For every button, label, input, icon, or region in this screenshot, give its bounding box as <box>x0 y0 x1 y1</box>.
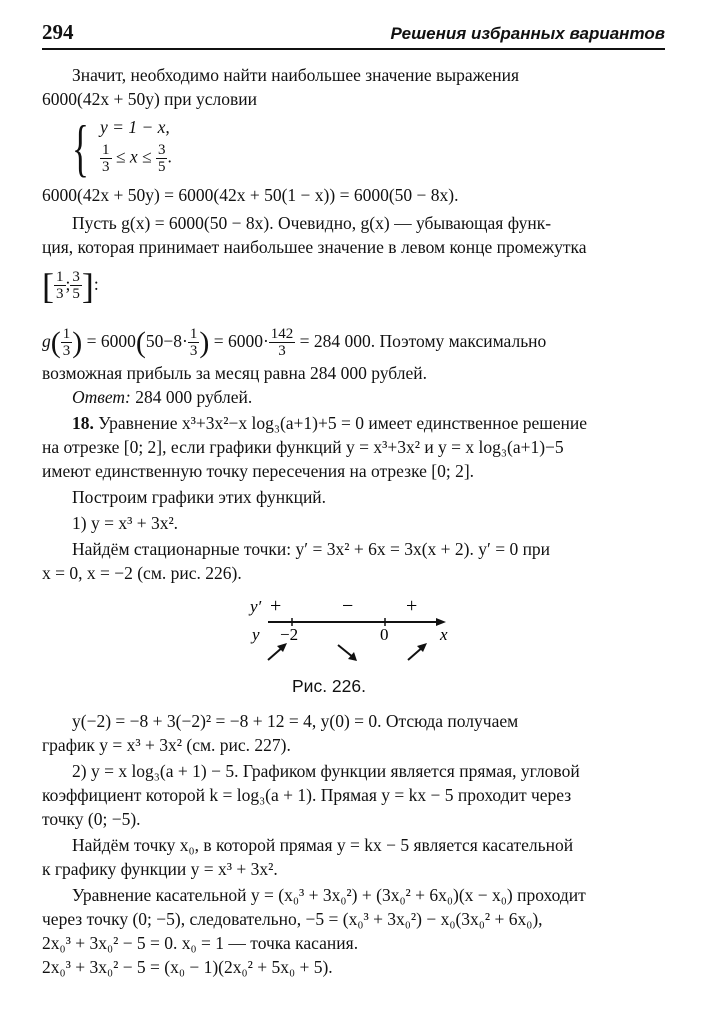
text-line: к графику функции y = x³ + 3x². <box>42 859 278 879</box>
text-line: имеют единственную точку пересечения на отрезке [0; 2]. <box>42 461 475 481</box>
system-brace: { <box>72 112 89 183</box>
text-line: ция, которая принимает наибольшее значение в левом конце промежутка <box>42 237 587 257</box>
inequality-middle: ≤ x ≤ <box>115 146 152 167</box>
system-inequality: $\frac{1}{3}$ ≤ x ≤ $\frac{3}{5}$ . <box>102 142 172 175</box>
problem-number: 18. <box>72 413 94 433</box>
fraction <box>156 142 168 175</box>
fraction-denominator: 3 <box>189 343 198 360</box>
text-line: Построим графики этих функций. <box>72 487 327 507</box>
problem-18-line <box>72 412 666 434</box>
system <box>100 117 172 175</box>
fraction-denominator: 3 <box>102 159 110 175</box>
equation-part: = 6000 <box>86 331 136 351</box>
text-line: 6000(42x + 50y) при условии <box>42 89 257 109</box>
sign-plus: + <box>270 595 282 617</box>
fraction-numerator: 1 <box>62 326 71 343</box>
system-equation: y = 1 − x, <box>100 117 170 137</box>
text-line: на отрезке [0; 2], если графики функций y = x³+3x² и y = x log₃(a+1)−5 <box>42 437 564 457</box>
x-label: x <box>440 625 448 644</box>
y-label: y <box>252 625 260 644</box>
fraction <box>100 142 112 175</box>
text-line: 2) y = x log₃(a + 1) − 5. Графиком функции является прямая, угловой <box>72 761 580 781</box>
fraction-numerator: 1 <box>189 326 198 343</box>
text-line: 6000(42x + 50y) = 6000(42x + 50(1 − x)) = 6000(50 − 8x). <box>42 185 459 205</box>
text-line: 2x₀³ + 3x₀² − 5 = (x₀ − 1)(2x₀² + 5x₀ + 5). <box>42 957 333 977</box>
tick-label: 0 <box>380 625 389 644</box>
equation-part: 50−8· <box>145 331 188 351</box>
text-line: Найдём точку x₀, в которой прямая y = kx − 5 является касательной <box>72 835 574 855</box>
text-line: коэффициент которой k = log₃(a + 1). Прямая y = kx − 5 проходит через <box>42 785 572 805</box>
fraction <box>70 269 82 302</box>
fraction <box>61 326 73 359</box>
answer-value: 284 000 рублей. <box>135 387 253 407</box>
fraction-numerator: 142 <box>270 326 294 343</box>
text-line: y(−2) = −8 + 3(−2)² = −8 + 12 = 4, y(0) = 0. Отсюда получаем <box>72 711 519 731</box>
answer-line <box>72 386 666 408</box>
running-header-title: Решения избранных вариантов <box>390 24 665 43</box>
fraction-denominator: 3 <box>62 343 71 360</box>
function-name: g <box>42 331 51 351</box>
header-rule <box>42 48 665 50</box>
fraction-numerator: 1 <box>102 142 110 158</box>
fraction-numerator: 1 <box>56 269 64 286</box>
fraction <box>188 326 200 359</box>
text-line: Пусть g(x) = 6000(50 − 8x). Очевидно, g(x) — убывающая функ- <box>72 213 552 233</box>
fraction-denominator: 5 <box>157 159 166 175</box>
fraction <box>269 326 296 359</box>
problem-text: Уравнение x³+3x²−x log₃(a+1)+5 = 0 имеет единственное решение <box>98 413 587 433</box>
fraction-denominator: 3 <box>278 343 286 360</box>
fraction-numerator: 3 <box>157 142 166 158</box>
tick-label: −2 <box>280 625 299 644</box>
text-line: через точку (0; −5), следовательно, −5 = (x₀³ + 3x₀²) − x₀(3x₀² + 6x₀), <box>42 909 543 929</box>
text-line: точку (0; −5). <box>42 809 141 829</box>
fraction-denominator: 5 <box>72 286 80 303</box>
sign-minus: − <box>342 595 354 617</box>
yprime-label: y′ <box>250 597 262 616</box>
figure-caption: Рис. 226. <box>292 676 366 696</box>
g-computation: g( $\frac{1}{3}$ ) = 6000(50−8· $\frac{1}{3}$ ) = 6000· $\frac{142}{3}$ = 284 000. Поэтому максимально <box>42 325 547 360</box>
equation-part: = 284 000. Поэтому максимально <box>299 331 547 351</box>
fraction-numerator: 3 <box>72 269 80 286</box>
sign-chart <box>240 590 470 665</box>
fraction-denominator: 3 <box>56 286 64 303</box>
text-line: Найдём стационарные точки: y′ = 3x² + 6x = 3x(x + 2). y′ = 0 при <box>72 539 551 559</box>
text-line: x = 0, x = −2 (см. рис. 226). <box>42 563 242 583</box>
interval: [ $\frac{1}{3}$ ; $\frac{3}{5}$ ]: <box>42 265 99 306</box>
equation-part: = 6000· <box>213 331 269 351</box>
page-number: 294 <box>42 20 74 44</box>
text-line: 1) y = x³ + 3x². <box>72 513 179 533</box>
fraction <box>54 269 66 302</box>
text-line: Значит, необходимо найти наибольшее значение выражения <box>72 65 520 85</box>
answer-label: Ответ: <box>72 387 131 407</box>
sign-plus: + <box>406 595 418 617</box>
text-line: Уравнение касательной y = (x₀³ + 3x₀²) + (3x₀² + 6x₀)(x − x₀) проходит <box>72 885 586 905</box>
text-line: возможная прибыль за месяц равна 284 000 рублей. <box>42 363 427 383</box>
text-line: график y = x³ + 3x² (см. рис. 227). <box>42 735 291 755</box>
sign-chart-figure <box>240 590 470 665</box>
text-line: 2x₀³ + 3x₀² − 5 = 0. x₀ = 1 — точка касания. <box>42 933 359 953</box>
